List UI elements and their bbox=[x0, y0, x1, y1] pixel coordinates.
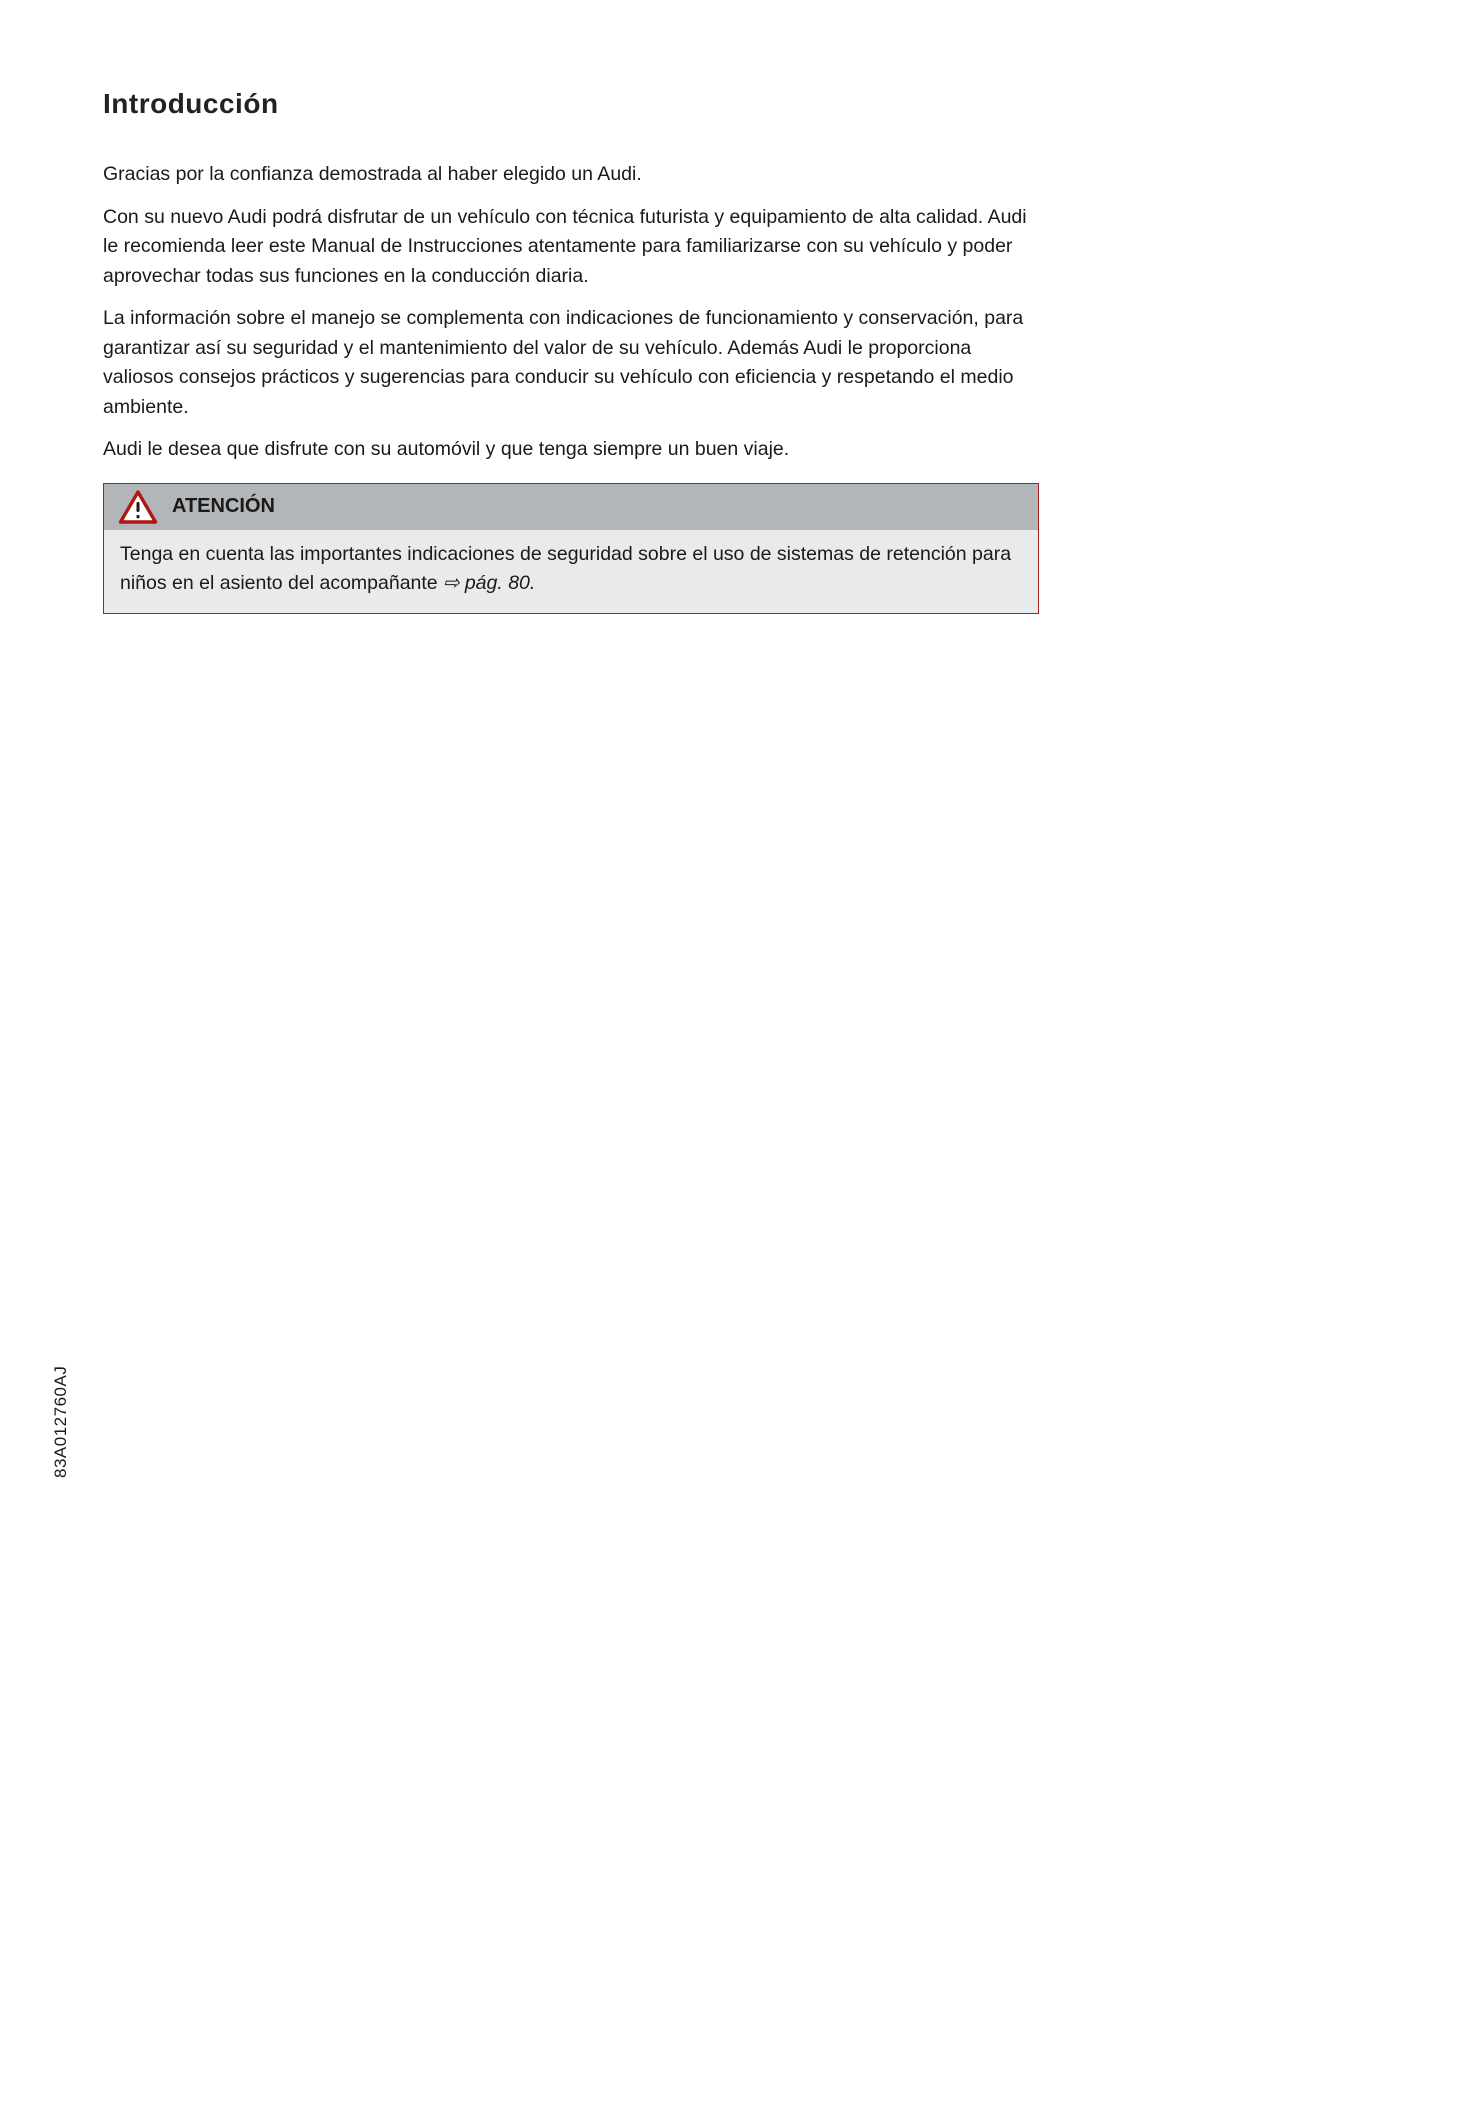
warning-triangle-icon bbox=[118, 489, 158, 525]
paragraph-3: La información sobre el manejo se complementa con indicaciones de funcionamiento y conservación, para garantizar así su seguridad y el mantenimiento del valor de su vehículo. Además Audi le proporciona valiosos consejos prácticos y sugerencias para conducir su vehículo con eficiencia y respetando el medio ambiente. bbox=[103, 307, 1024, 418]
document-code: 83A012760AJ bbox=[51, 1365, 70, 1478]
warning-title: ATENCIÓN bbox=[172, 495, 275, 517]
content-column bbox=[103, 88, 1039, 614]
page-reference-link[interactable]: ⇨ pág. 80. bbox=[443, 572, 536, 594]
paragraph-1: Gracias por la confianza demostrada al haber elegido un Audi. bbox=[103, 163, 642, 185]
paragraph-4: Audi le desea que disfrute con su automóvil y que tenga siempre un buen viaje. bbox=[103, 438, 790, 460]
warning-header bbox=[104, 484, 1038, 530]
warning-body bbox=[104, 530, 1038, 613]
warning-text: Tenga en cuenta las importantes indicaciones de seguridad sobre el uso de sistemas de retención para niños en el asiento del acompañante bbox=[120, 542, 1012, 594]
page-title: Introducción bbox=[103, 88, 279, 119]
paragraph-2: Con su nuevo Audi podrá disfrutar de un vehículo con técnica futurista y equipamiento de alta calidad. Audi le recomienda leer este Manual de Instrucciones atentamente para familiarizarse con su vehículo y poder aprovechar todas sus funciones en la conducción diaria. bbox=[103, 205, 1027, 287]
warning-box bbox=[103, 483, 1039, 614]
